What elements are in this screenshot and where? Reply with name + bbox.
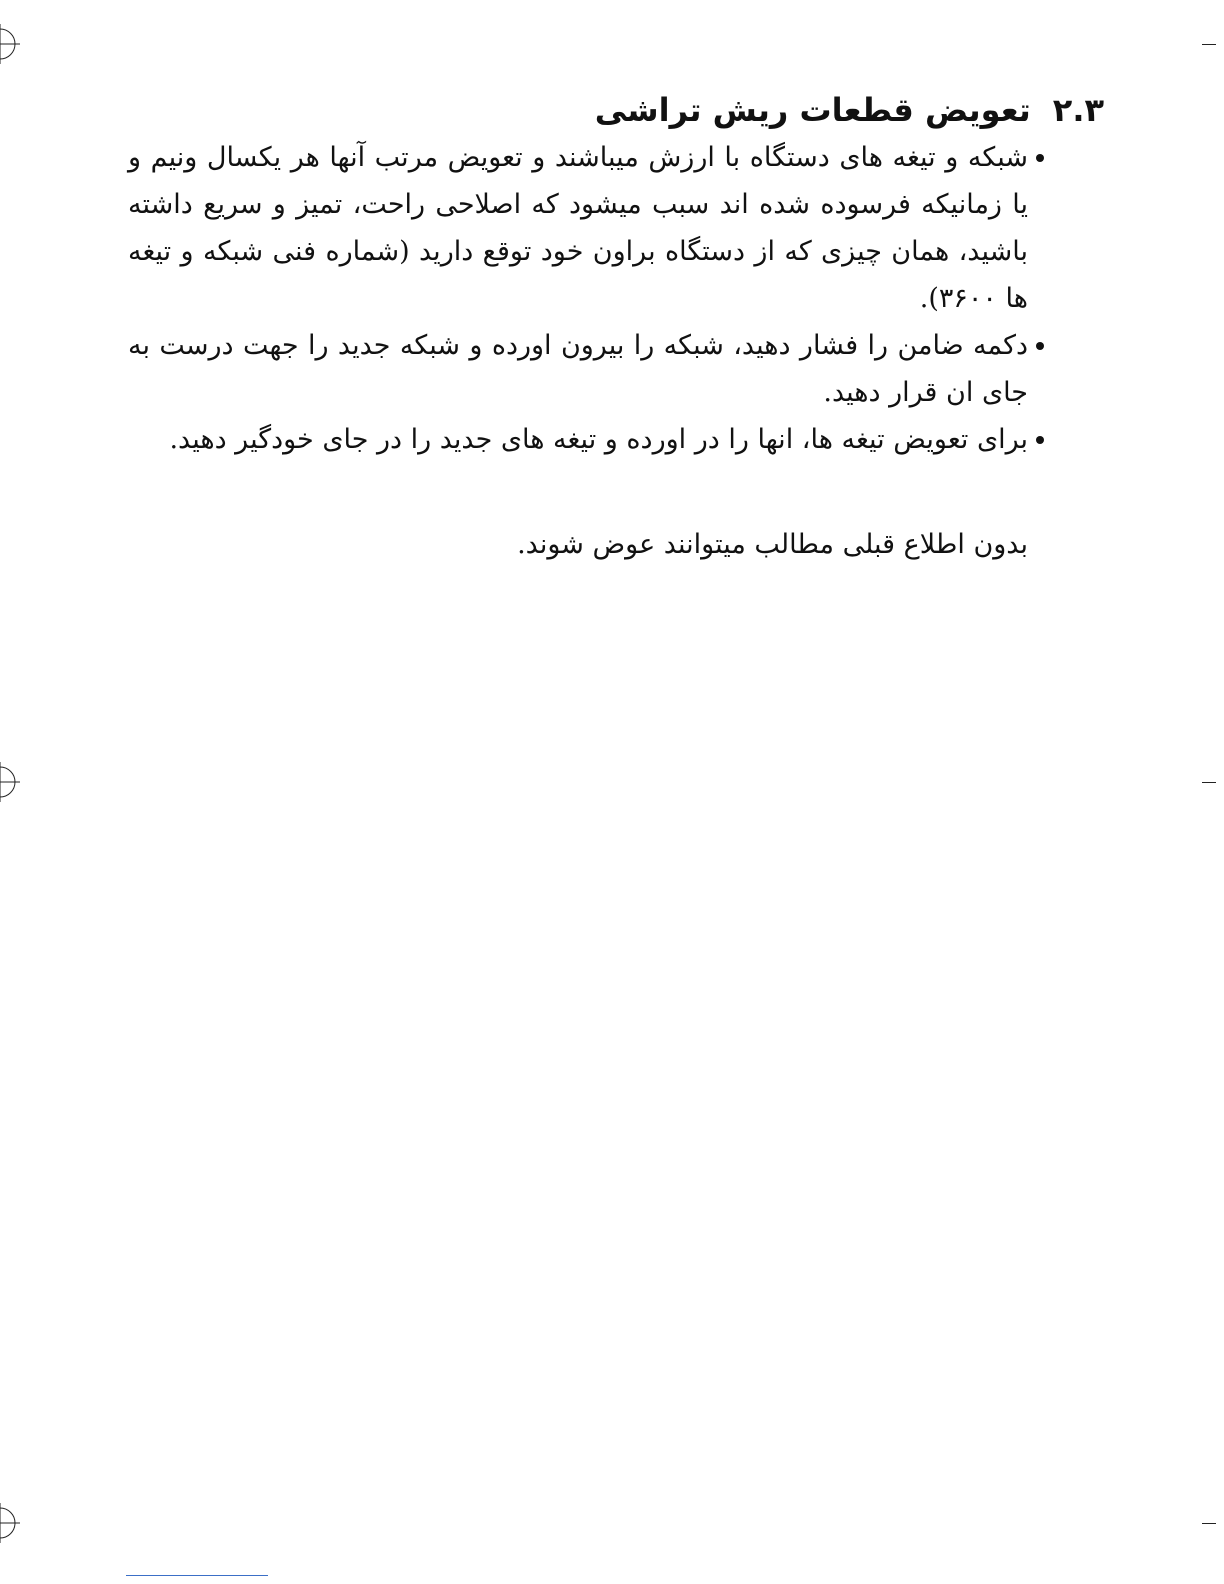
section-title: تعویض قطعات ریش تراشی xyxy=(594,91,1031,129)
list-item xyxy=(128,134,1104,322)
instruction-list xyxy=(128,134,1104,463)
section-heading xyxy=(128,86,1104,134)
section-number: ۲.۳ xyxy=(1052,91,1104,129)
registration-mark-icon xyxy=(0,762,20,802)
list-item-text: شبکه و تیغه های دستگاه با ارزش میباشند و تعویض مرتب آنها هر یکسال ونیم و یا زمانیکه فرسوده شده اند سبب میشود که اصلاحی راحت، تمیز و سریع داشته باشید، همان چیزی که از دستگاه براون خود توقع دارید (شماره فنی شبکه و تیغه ها ۳۶۰۰). xyxy=(128,142,1028,314)
list-item xyxy=(128,416,1104,463)
registration-mark-icon xyxy=(0,1503,20,1543)
footnote-rule xyxy=(126,1575,268,1576)
crop-mark xyxy=(1202,44,1216,45)
disclaimer-note: بدون اطلاع قبلی مطالب میتوانند عوض شوند. xyxy=(517,529,1028,560)
list-item xyxy=(128,322,1104,416)
registration-mark-icon xyxy=(0,24,20,64)
bullet-icon xyxy=(1036,436,1044,444)
list-item-text: برای تعویض تیغه ها، انها را در اورده و تیغه های جدید را در جای خودگیر دهید. xyxy=(169,424,1028,455)
content-body xyxy=(128,86,1104,595)
bullet-icon xyxy=(1036,154,1044,162)
list-item-text: دکمه ضامن را فشار دهید، شبکه را بیرون اورده و شبکه جدید را جهت درست به جای ان قرار دهید. xyxy=(128,330,1028,408)
crop-mark xyxy=(1202,1523,1216,1524)
bullet-icon xyxy=(1036,342,1044,350)
crop-mark xyxy=(1202,782,1216,783)
